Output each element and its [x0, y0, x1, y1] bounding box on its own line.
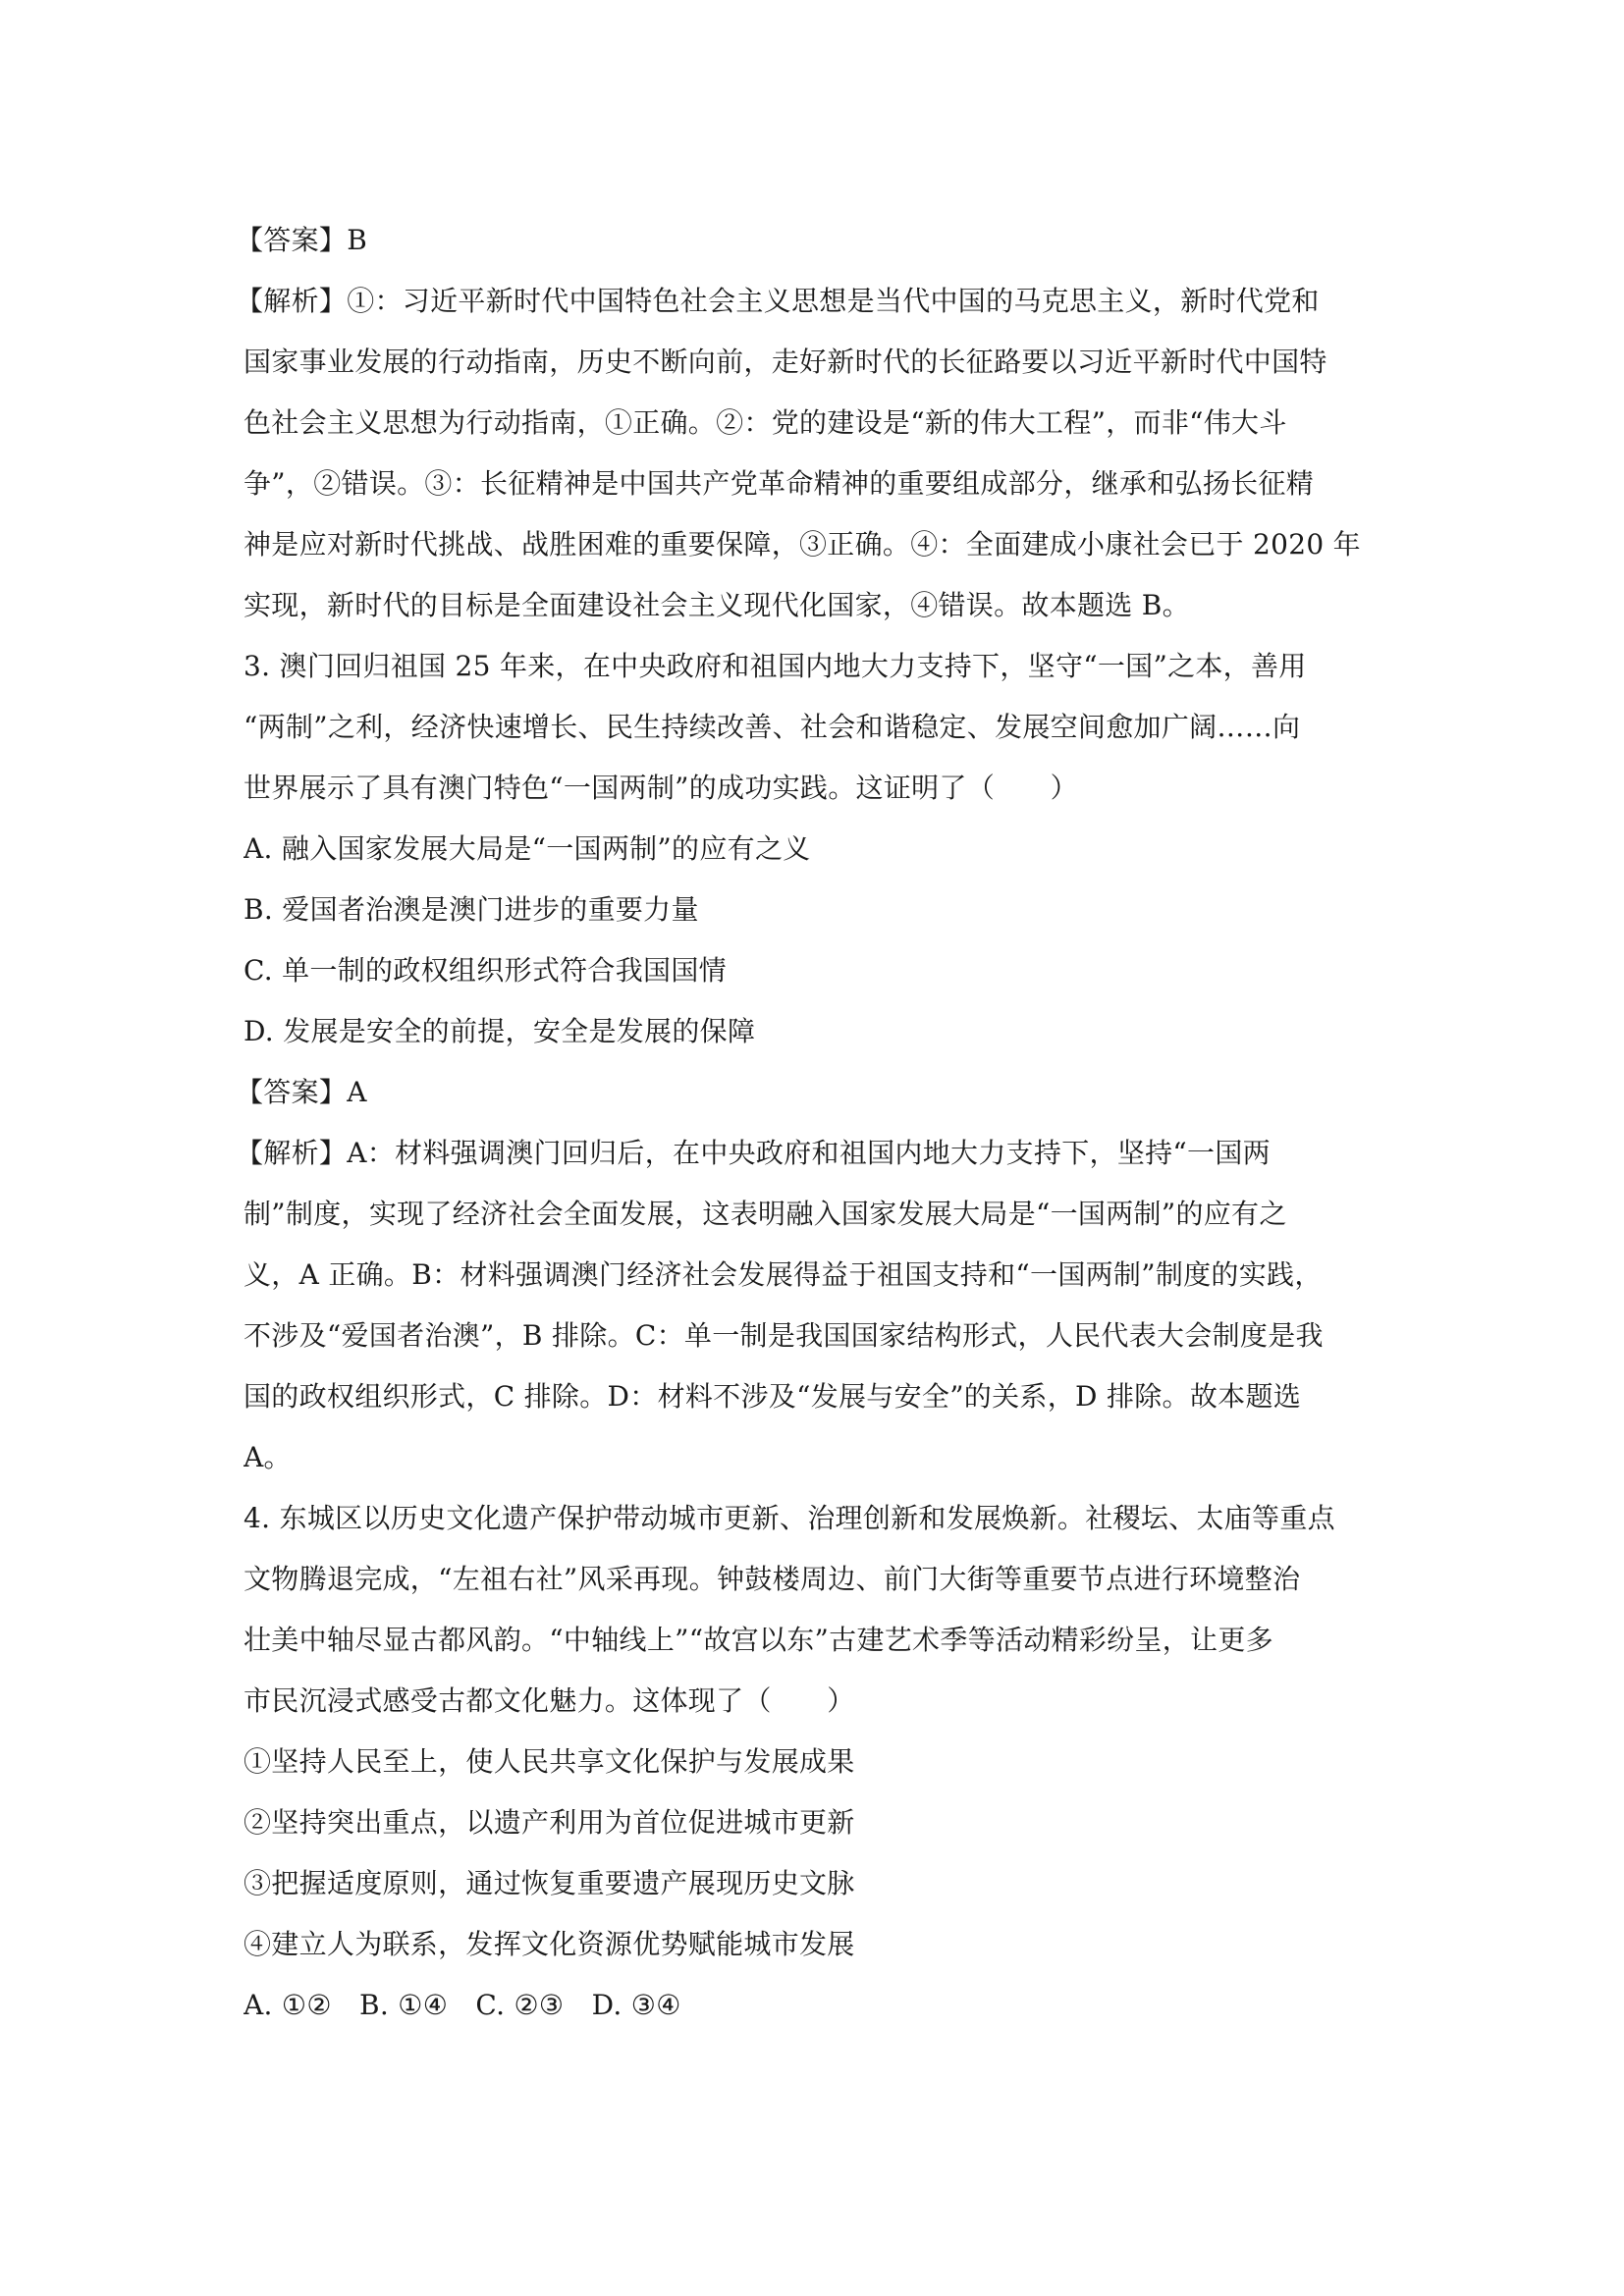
question-4-statement-3: ③把握适度原则，通过恢复重要遗产展现历史文脉 — [244, 1867, 855, 1899]
analysis-line: 色社会主义思想为行动指南，①正确。②：党的建设是“新的伟大工程”，而非“伟大斗 — [244, 406, 1287, 439]
analysis-line: 神是应对新时代挑战、战胜困难的重要保障，③正确。④：全面建成小康社会已于 2020 年 — [244, 528, 1361, 561]
question-3-option-b: B. 爱国者治澳是澳门进步的重要力量 — [244, 893, 699, 926]
analysis-line: 国的政权组织形式，C 排除。D：材料不涉及“发展与安全”的关系，D 排除。故本题选 — [244, 1380, 1302, 1413]
question-4-statement-1: ①坚持人民至上，使人民共享文化保护与发展成果 — [244, 1745, 855, 1778]
analysis-line: 制”制度，实现了经济社会全面发展，这表明融入国家发展大局是“一国两制”的应有之 — [244, 1198, 1287, 1230]
analysis-line: 争”，②错误。③：长征精神是中国共产党革命精神的重要组成部分，继承和弘扬长征精 — [244, 467, 1315, 500]
analysis-line: 国家事业发展的行动指南，历史不断向前，走好新时代的长征路要以习近平新时代中国特 — [244, 346, 1327, 378]
question-4-stem: 4. 东城区以历史文化遗产保护带动城市更新、治理创新和发展焕新。社稷坛、太庙等重点 — [244, 1502, 1335, 1534]
question-4-statement-2: ②坚持突出重点，以遗产利用为首位促进城市更新 — [244, 1806, 855, 1839]
question-4-stem: 市民沉浸式感受古都文化魅力。这体现了（ ） — [244, 1684, 855, 1717]
answer-label-q2: 【答案】B — [236, 224, 368, 256]
analysis-line: 义，A 正确。B：材料强调澳门经济社会发展得益于祖国支持和“一国两制”制度的实践， — [244, 1258, 1323, 1291]
question-4-stem: 壮美中轴尽显古都风韵。“中轴线上”“故宫以东”古建艺术季等活动精彩纷呈，让更多 — [244, 1624, 1273, 1656]
document-body — [236, 210, 1392, 2036]
analysis-line: 不涉及“爱国者治澳”，B 排除。C：单一制是我国国家结构形式，人民代表大会制度是我 — [244, 1319, 1324, 1352]
question-4-stem: 文物腾退完成，“左祖右社”风采再现。钟鼓楼周边、前门大街等重要节点进行环境整治 — [244, 1563, 1301, 1595]
analysis-line: 【解析】A：材料强调澳门回归后，在中央政府和祖国内地大力支持下，坚持“一国两 — [236, 1137, 1271, 1169]
question-3-stem: 世界展示了具有澳门特色“一国两制”的成功实践。这证明了（ ） — [244, 772, 1078, 804]
analysis-line: 实现，新时代的目标是全面建设社会主义现代化国家，④错误。故本题选 B。 — [244, 589, 1190, 621]
analysis-line: A。 — [244, 1441, 292, 1473]
question-3-option-c: C. 单一制的政权组织形式符合我国国情 — [244, 954, 727, 987]
answer-label-q3: 【答案】A — [236, 1076, 367, 1108]
question-3-option-d: D. 发展是安全的前提，安全是发展的保障 — [244, 1015, 756, 1047]
question-3-option-a: A. 融入国家发展大局是“一国两制”的应有之义 — [244, 832, 811, 865]
question-3-stem: 3. 澳门回归祖国 25 年来，在中央政府和祖国内地大力支持下，坚守“一国”之本，善用 — [244, 650, 1307, 682]
analysis-line: 【解析】①：习近平新时代中国特色社会主义思想是当代中国的马克思主义，新时代党和 — [236, 285, 1320, 317]
question-3-stem: “两制”之利，经济快速增长、民生持续改善、社会和谐稳定、发展空间愈加广阔……向 — [244, 711, 1301, 743]
question-4-statement-4: ④建立人为联系，发挥文化资源优势赋能城市发展 — [244, 1928, 855, 1960]
question-4-options: A. ①② B. ①④ C. ②③ D. ③④ — [244, 1989, 681, 2021]
